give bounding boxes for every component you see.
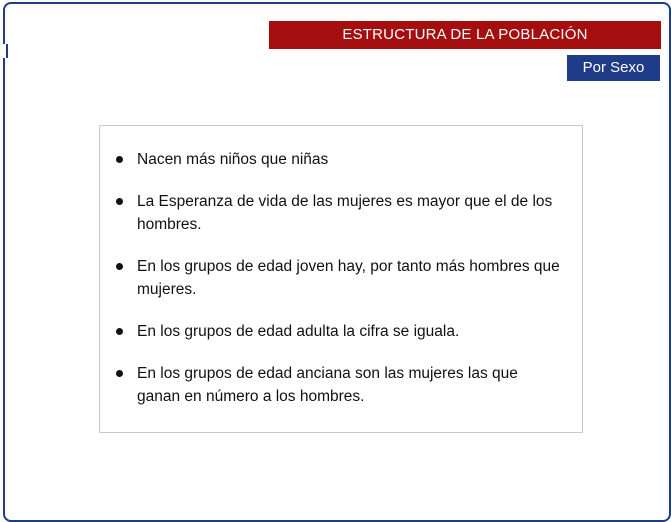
section-subtitle: Por Sexo <box>567 55 660 81</box>
bullet-item <box>114 255 564 301</box>
bullet-text: La Esperanza de vida de las mujeres es mayor que el de los hombres. <box>137 193 553 233</box>
bullet-item <box>114 148 564 171</box>
frame-notch <box>2 44 8 58</box>
content-box <box>99 125 583 433</box>
bullet-dot-icon <box>116 198 123 205</box>
bullet-text: En los grupos de edad anciana son las mujeres las que ganan en número a los hombres. <box>137 365 518 405</box>
bullet-dot-icon <box>116 370 123 377</box>
bullet-dot-icon <box>116 156 123 163</box>
bullet-item <box>114 362 564 408</box>
bullet-list <box>114 148 564 427</box>
bullet-text: Nacen más niños que niñas <box>137 151 329 168</box>
bullet-item <box>114 190 564 236</box>
bullet-dot-icon <box>116 263 123 270</box>
bullet-dot-icon <box>116 328 123 335</box>
bullet-text: En los grupos de edad adulta la cifra se iguala. <box>137 323 460 340</box>
bullet-item <box>114 320 564 343</box>
bullet-text: En los grupos de edad joven hay, por tanto más hombres que mujeres. <box>137 258 560 298</box>
page-title: ESTRUCTURA DE LA POBLACIÓN <box>269 21 661 49</box>
